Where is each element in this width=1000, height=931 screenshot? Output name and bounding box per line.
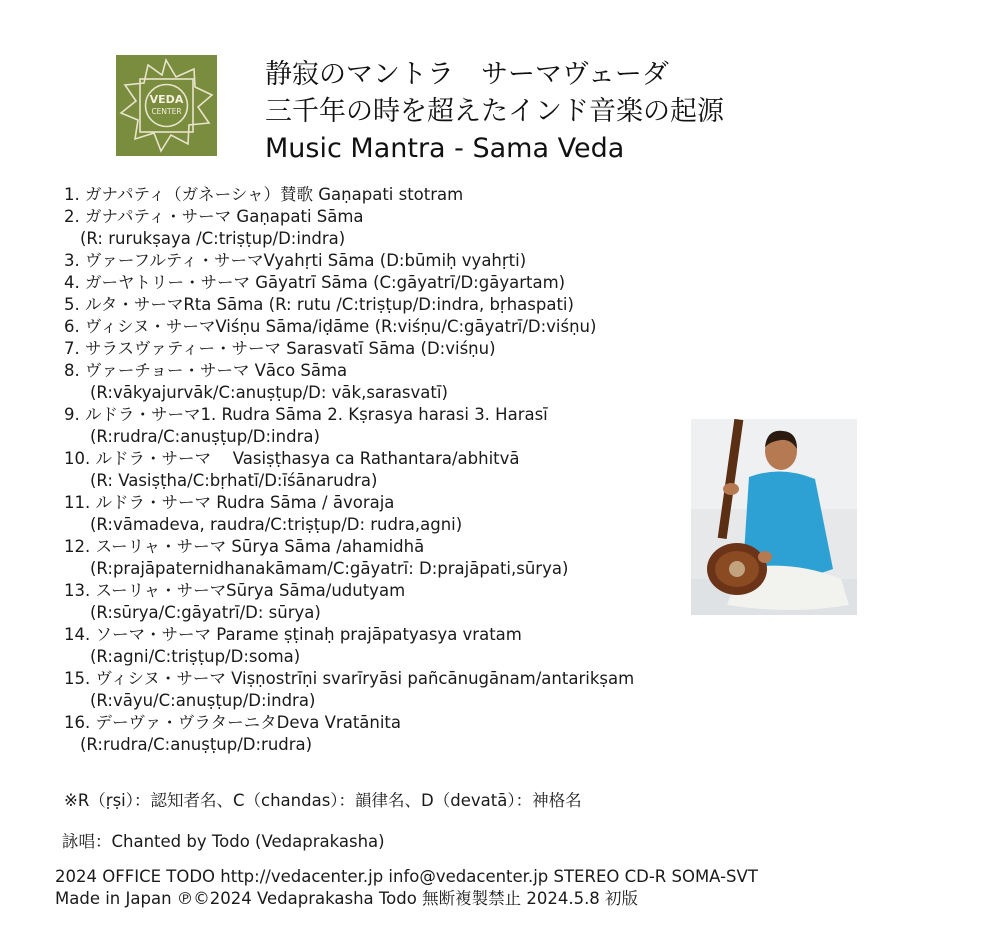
track-13-detail: (R:sūrya/C:gāyatrī/D: sūrya): [90, 603, 321, 622]
track-9: 9. ルドラ・サーマ1. Rudra Sāma 2. Kṣrasya harasi 3. Harasī: [64, 405, 548, 424]
track-16: 16. デーヴァ・ヴラターニタDeva Vratānita: [64, 713, 402, 732]
track-7: 7. サラスヴァティー・サーマ Sarasvatī Sāma (D:viśṇu): [64, 339, 496, 358]
track-15-detail: (R:vāyu/C:anuṣṭup/D:indra): [90, 691, 316, 710]
track-14-detail: (R:agni/C:triṣṭup/D:soma): [90, 647, 301, 666]
footer-line-2: Made in Japan ℗©2024 Vedaprakasha Todo 無断複製禁止 2024.5.8 初版: [55, 889, 639, 908]
musician-photo: [691, 419, 857, 615]
track-5: 5. ルタ・サーマRta Sāma (R: rutu /C:triṣṭup/D:indra, bṛhaspati): [64, 295, 574, 314]
footer: [55, 866, 758, 910]
track-8-detail: (R:vākyajurvāk/C:anuṣṭup/D: vāk,sarasvatī): [90, 383, 448, 402]
legend-note: ※R（ṛṣi）：認知者名、C（chandas）：韻律名、D（devatā）：神格名: [64, 791, 582, 810]
track-2: 2. ガナパティ・サーマ Gaṇapati Sāma: [64, 207, 364, 226]
track-2-detail: (R: rurukṣaya /C:triṣṭup/D:indra): [80, 229, 346, 248]
logo-text-center: CENTER: [151, 107, 182, 116]
track-8: 8. ヴァーチョー・サーマ Vāco Sāma: [64, 361, 348, 380]
track-10: 10. ルドラ・サーマ Vasiṣṭhasya ca Rathantara/abhitvā: [64, 449, 520, 468]
track-6: 6. ヴィシヌ・サーマViśṇu Sāma/iḍāme (R:viśṇu/C:gāyatrī/D:viśṇu): [64, 317, 597, 336]
track-15: 15. ヴィシヌ・サーマ Viṣṇostrīṇi svarīryāsi pañcānugānam/antarikṣam: [64, 669, 635, 688]
chanted-by: 詠唱：Chanted by Todo (Vedaprakasha): [62, 832, 385, 851]
footer-line-1: 2024 OFFICE TODO http://vedacenter.jp info@vedacenter.jp STEREO CD-R SOMA-SVT: [55, 867, 758, 886]
track-4: 4. ガーヤトリー・サーマ Gāyatrī Sāma (C:gāyatrī/D:gāyartam): [64, 273, 566, 292]
title-line-1: 静寂のマントラ サーマヴェーダ: [265, 59, 669, 90]
track-11-detail: (R:vāmadeva, raudra/C:triṣṭup/D: rudra,agni): [90, 515, 463, 534]
track-13: 13. スーリャ・サーマSūrya Sāma/udutyam: [64, 581, 406, 600]
veda-center-logo: [116, 55, 217, 156]
track-16-detail: (R:rudra/C:anuṣṭup/D:rudra): [80, 735, 313, 754]
track-12: 12. スーリャ・サーマ Sūrya Sāma /ahamidhā: [64, 537, 425, 556]
track-1: 1. ガナパティ（ガネーシャ）賛歌 Gaṇapati stotram: [64, 185, 464, 204]
track-list: [64, 184, 634, 756]
track-9-detail: (R:rudra/C:anuṣṭup/D:indra): [90, 427, 320, 446]
track-10-detail: (R: Vasiṣṭha/C:bṛhatī/D:īśānarudra): [90, 471, 378, 490]
logo-text-veda: VEDA: [149, 93, 184, 106]
title-line-3: Music Mantra - Sama Veda: [265, 133, 625, 164]
track-12-detail: (R:prajāpaternidhanakāmam/C:gāyatrī: D:prajāpati,sūrya): [90, 559, 569, 578]
album-title: [265, 56, 724, 167]
track-14: 14. ソーマ・サーマ Parame ṣṭinaḥ prajāpatyasya vratam: [64, 625, 522, 644]
title-line-2: 三千年の時を超えたインド音楽の起源: [265, 96, 724, 127]
track-3: 3. ヴァーフルティ・サーマVyahṛti Sāma (D:būmiḥ vyahṛti): [64, 251, 527, 270]
track-11: 11. ルドラ・サーマ Rudra Sāma / āvoraja: [64, 493, 395, 512]
